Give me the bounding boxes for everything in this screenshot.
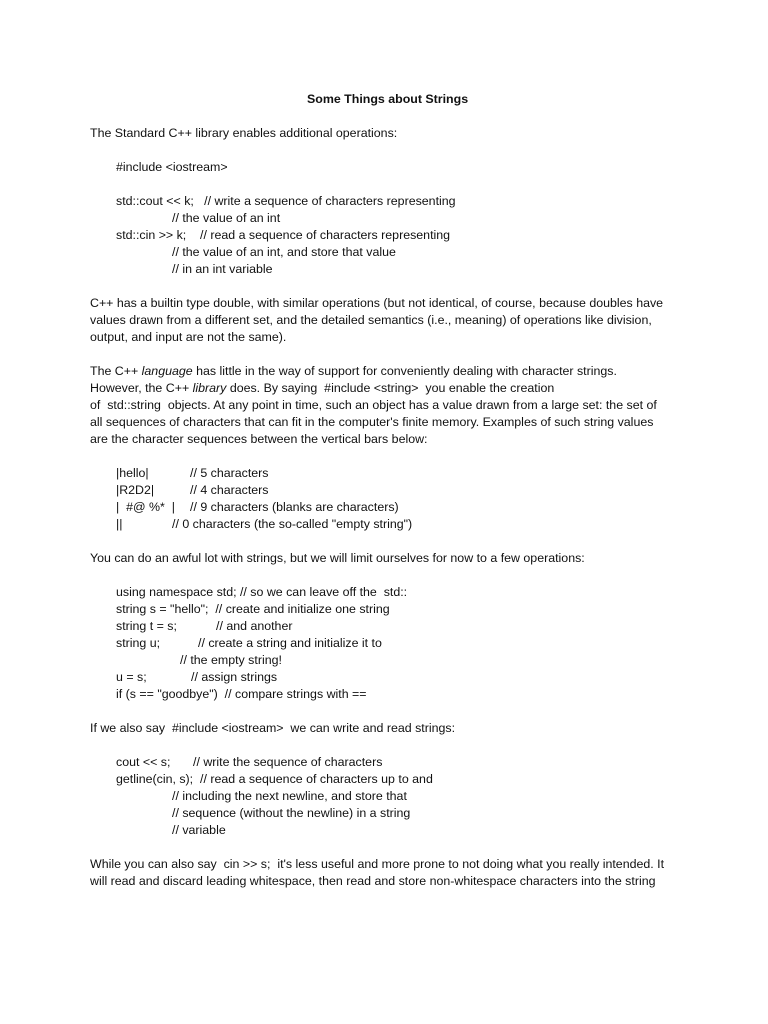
code-line: using namespace std; // so we can leave off the std:: bbox=[116, 585, 408, 599]
example-comment: // 9 characters (blanks are characters) bbox=[190, 500, 399, 514]
paragraph-line: You can do an awful lot with strings, but we will limit ourselves for now to a few operations: bbox=[90, 551, 585, 565]
code-comment: // assign strings bbox=[191, 670, 278, 684]
code-line: std::cin >> k; // read a sequence of characters representing bbox=[116, 228, 451, 242]
emphasis-text: library bbox=[192, 381, 227, 395]
text-span: However, the C++ bbox=[90, 381, 193, 395]
code-comment: // the empty string! bbox=[180, 653, 282, 667]
code-comment: // write the sequence of characters bbox=[193, 755, 383, 769]
code-comment: // the value of an int bbox=[172, 211, 281, 225]
emphasis-text: language bbox=[141, 364, 193, 378]
paragraph-line: of std::string objects. At any point in time, such an object has a value drawn from a large set: the set of bbox=[90, 398, 657, 412]
example-code: |R2D2| bbox=[116, 483, 155, 497]
paragraph-line: output, and input are not the same). bbox=[90, 330, 287, 344]
paragraph-line: values drawn from a different set, and the detailed semantics (i.e., meaning) of operations like division, bbox=[90, 313, 652, 327]
paragraph-line: C++ has a builtin type double, with similar operations (but not identical, of course, because doubles have bbox=[90, 296, 664, 310]
code-line: string s = "hello"; // create and initialize one string bbox=[116, 602, 390, 616]
code-comment: // including the next newline, and store that bbox=[172, 789, 407, 803]
example-code: || bbox=[116, 517, 123, 531]
paragraph-line bbox=[90, 380, 554, 397]
paragraph-line: will read and discard leading whitespace, then read and store non-whitespace characters into the string bbox=[90, 874, 656, 888]
paragraph-line: If we also say #include <iostream> we can write and read strings: bbox=[90, 721, 456, 735]
code-line: cout << s; bbox=[116, 755, 171, 769]
example-code: | #@ %* | bbox=[116, 500, 175, 514]
code-comment: // the value of an int, and store that value bbox=[172, 245, 396, 259]
code-line: if (s == "goodbye") // compare strings with == bbox=[116, 687, 367, 701]
code-comment: // and another bbox=[216, 619, 293, 633]
code-comment: // variable bbox=[172, 823, 226, 837]
paragraph-line: all sequences of characters that can fit in the computer's finite memory. Examples of such string values bbox=[90, 415, 654, 429]
paragraph-line: are the character sequences between the vertical bars below: bbox=[90, 432, 428, 446]
example-comment: // 0 characters (the so-called "empty string") bbox=[172, 517, 413, 531]
code-comment: // create a string and initialize it to bbox=[198, 636, 382, 650]
code-comment: // in an int variable bbox=[172, 262, 273, 276]
page-title: Some Things about Strings bbox=[307, 92, 469, 106]
code-comment: // sequence (without the newline) in a string bbox=[172, 806, 411, 820]
code-line: u = s; bbox=[116, 670, 147, 684]
paragraph-line: While you can also say cin >> s; it's less useful and more prone to not doing what you really intended. It bbox=[90, 857, 665, 871]
text-span: does. By saying #include <string> you enable the creation bbox=[226, 381, 555, 395]
intro-paragraph: The Standard C++ library enables additional operations: bbox=[90, 126, 398, 140]
code-line: std::cout << k; // write a sequence of characters representing bbox=[116, 194, 456, 208]
example-comment: // 5 characters bbox=[190, 466, 269, 480]
code-line: #include <iostream> bbox=[116, 160, 228, 174]
text-span: The C++ bbox=[90, 364, 142, 378]
code-line: string t = s; bbox=[116, 619, 177, 633]
text-span: has little in the way of support for conveniently dealing with character strings. bbox=[192, 364, 617, 378]
code-line: getline(cin, s); // read a sequence of characters up to and bbox=[116, 772, 433, 786]
paragraph-line bbox=[90, 363, 617, 380]
example-comment: // 4 characters bbox=[190, 483, 269, 497]
code-line: string u; bbox=[116, 636, 161, 650]
example-code: |hello| bbox=[116, 466, 149, 480]
